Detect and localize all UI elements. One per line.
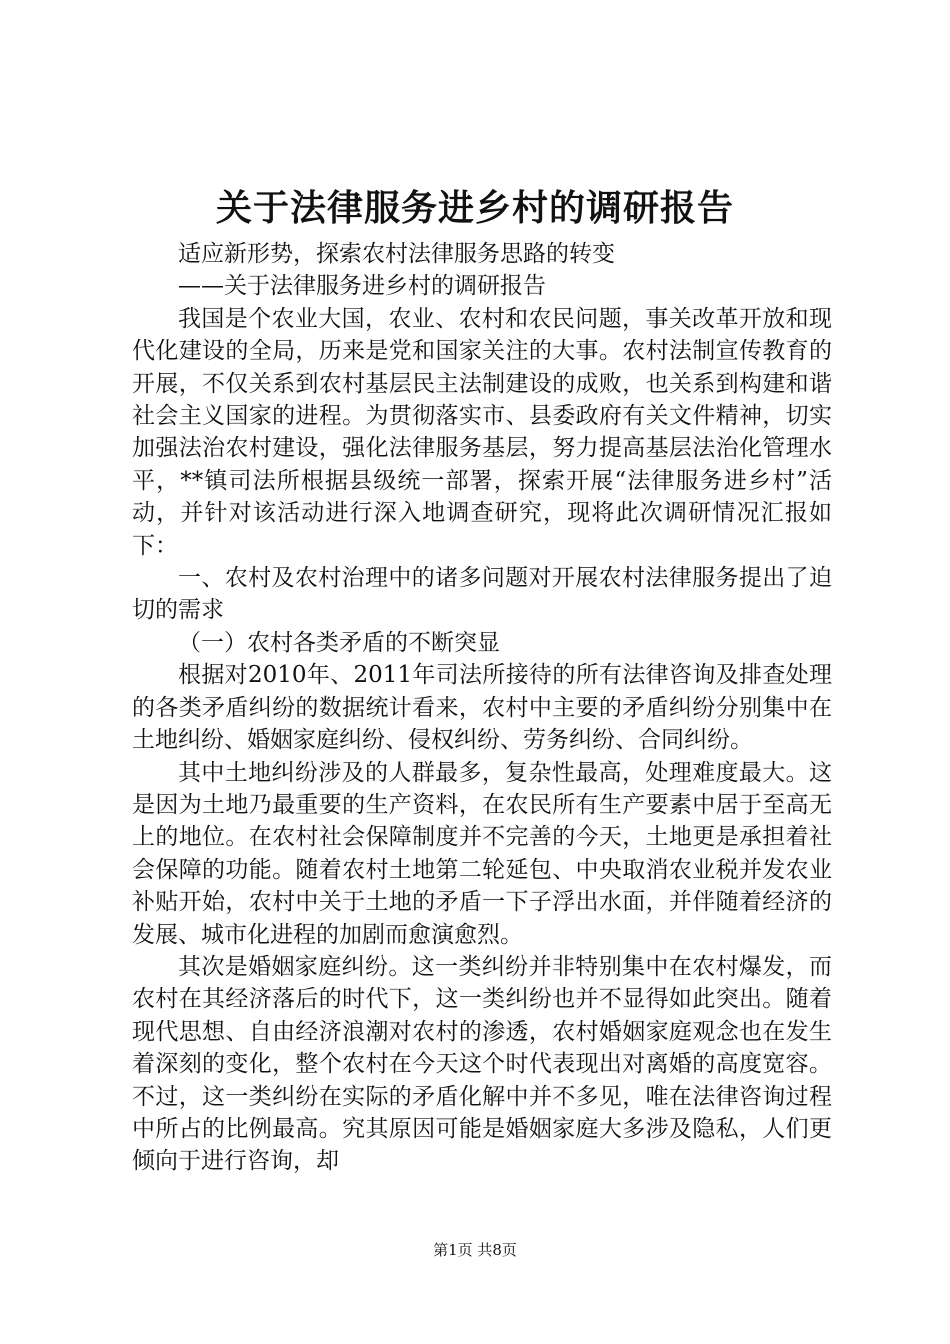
subsection-heading-1: （一）农村各类矛盾的不断突显 xyxy=(178,629,500,656)
paragraph: 其中土地纠纷涉及的人群最多，复杂性最高，处理难度最大。这是因为土地乃最重要的生产资料，在农民所有生产要素中居于至高无上的地位。在农村社会保障制度并不完善的今天，土地更是承担着社会保障的功能。随着农村土地第二轮延包、中央取消农业税并发农业补贴开始，农村中关于土地的矛盾一下子浮出水面，并伴随着经济的发展、城市化进程的加剧而愈演愈烈。 xyxy=(132,759,832,948)
subtitle: 适应新形势，探索农村法律服务思路的转变 xyxy=(178,241,615,267)
paragraph: 根据对2010年、2011年司法所接待的所有法律咨询及排查处理的各类矛盾纠纷的数据统计看来，农村中主要的矛盾纠纷分别集中在土地纠纷、婚姻家庭纠纷、侵权纠纷、劳务纠纷、合同纠纷。 xyxy=(132,662,832,754)
page-footer: 第1页 共8页 xyxy=(433,1241,517,1259)
paragraph: 其次是婚姻家庭纠纷。这一类纠纷并非特别集中在农村爆发，而农村在其经济落后的时代下，这一类纠纷也并不显得如此突出。随着现代思想、自由经济浪潮对农村的渗透，农村婚姻家庭观念也在发生着深刻的变化，整个农村在今天这个时代表现出对离婚的高度宽容。不过，这一类纠纷在实际的矛盾化解中并不多见，唯在法律咨询过程中所占的比例最高。究其原因可能是婚姻家庭大多涉及隐私，人们更倾向于进行咨询，却 xyxy=(132,953,832,1175)
document-title: 关于法律服务进乡村的调研报告 xyxy=(215,187,734,229)
subtitle-secondary: ——关于法律服务进乡村的调研报告 xyxy=(178,273,546,300)
section-heading-1: 一、农村及农村治理中的诸多问题对开展农村法律服务提出了迫切的需求 xyxy=(132,565,832,624)
document-body xyxy=(132,238,832,1178)
paragraph-intro: 我国是个农业大国，农业、农村和农民问题，事关改革开放和现代化建设的全局，历来是党和国家关注的大事。农村法制宣传教育的开展，不仅关系到农村基层民主法制建设的成败，也关系到构建和谐社会主义国家的进程。为贯彻落实市、县委政府有关文件精神，切实加强法治农村建设，强化法律服务基层，努力提高基层法治化管理水平，**镇司法所根据县级统一部署，探索开展“法律服务进乡村”活动，并针对该活动进行深入地调查研究，现将此次调研情况汇报如下： xyxy=(132,305,832,559)
